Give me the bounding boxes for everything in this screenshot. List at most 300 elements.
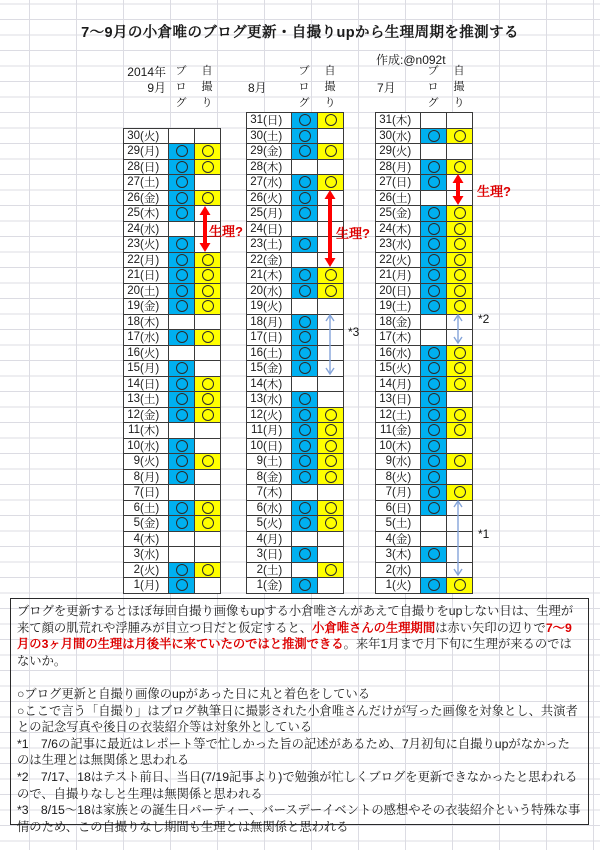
date-cell: 6 (日): [376, 501, 421, 517]
date-cell: 10 (水): [124, 439, 169, 455]
date-cell: 29 (金): [247, 144, 292, 160]
date-cell: 24 (水): [124, 222, 169, 238]
date-cell: 26 (金): [124, 191, 169, 207]
blog-cell: [421, 578, 447, 594]
blog-mark-icon: [176, 471, 188, 483]
selfie-mark-icon: [325, 114, 337, 126]
selfie-mark-icon: [202, 409, 214, 421]
day-row: [247, 191, 344, 207]
blog-mark-icon: [428, 269, 440, 281]
blog-mark-icon: [176, 409, 188, 421]
day-row: [124, 547, 221, 563]
blog-cell: [169, 485, 195, 501]
day-row: [376, 346, 473, 362]
footnote-ref-label: *2: [478, 312, 490, 326]
blog-mark-icon: [299, 440, 311, 452]
selfie-cell: [447, 284, 473, 300]
blog-cell: [421, 144, 447, 160]
blog-mark-icon: [428, 347, 440, 359]
day-row: [124, 129, 221, 145]
date-cell: 4 (月): [247, 532, 292, 548]
selfie-cell: [447, 315, 473, 331]
date-cell: 25 (木): [124, 206, 169, 222]
notes-box: [10, 598, 589, 834]
selfie-cell: [195, 361, 221, 377]
selfie-cell: [195, 175, 221, 191]
day-row: [376, 191, 473, 207]
selfie-mark-icon: [202, 300, 214, 312]
selfie-cell: [447, 330, 473, 346]
date-cell: 9 (土): [247, 454, 292, 470]
selfie-cell: [318, 439, 344, 455]
blog-cell: [421, 315, 447, 331]
day-row: [376, 268, 473, 284]
blog-mark-icon: [428, 424, 440, 436]
blog-cell: [169, 315, 195, 331]
day-row: [376, 144, 473, 160]
blog-cell: [421, 516, 447, 532]
blog-mark-icon: [176, 145, 188, 157]
selfie-cell: [447, 191, 473, 207]
selfie-cell: [447, 501, 473, 517]
date-cell: 14 (日): [124, 377, 169, 393]
selfie-cell: [447, 392, 473, 408]
date-cell: 12 (火): [247, 408, 292, 424]
selfie-mark-icon: [325, 409, 337, 421]
day-row: [376, 377, 473, 393]
blog-mark-icon: [299, 192, 311, 204]
blog-column-header: ブ ロ グ: [427, 65, 439, 109]
blog-cell: [292, 485, 318, 501]
date-cell: 24 (木): [376, 222, 421, 238]
blog-cell: [292, 454, 318, 470]
calendar-table: [375, 112, 473, 594]
blog-cell: [292, 346, 318, 362]
date-cell: 8 (月): [124, 470, 169, 486]
day-row: [124, 237, 221, 253]
selfie-cell: [318, 408, 344, 424]
selfie-cell: [318, 578, 344, 594]
date-cell: 17 (木): [376, 330, 421, 346]
date-cell: 28 (木): [247, 160, 292, 176]
selfie-cell: [447, 423, 473, 439]
blog-cell: [421, 253, 447, 269]
blog-cell: [421, 439, 447, 455]
blog-cell: [169, 501, 195, 517]
blog-cell: [421, 454, 447, 470]
day-row: [376, 392, 473, 408]
selfie-cell: [318, 253, 344, 269]
day-row: [247, 563, 344, 579]
day-row: [124, 392, 221, 408]
selfie-cell: [195, 315, 221, 331]
blog-cell: [421, 532, 447, 548]
date-cell: 19 (金): [124, 299, 169, 315]
blog-mark-icon: [428, 300, 440, 312]
date-cell: 23 (水): [376, 237, 421, 253]
day-row: [376, 175, 473, 191]
selfie-mark-icon: [454, 223, 466, 235]
day-row: [247, 113, 344, 129]
selfie-mark-icon: [202, 161, 214, 173]
date-cell: 27 (日): [376, 175, 421, 191]
date-cell: 9 (火): [124, 454, 169, 470]
day-row: [247, 408, 344, 424]
date-cell: 30 (土): [247, 129, 292, 145]
calendar-table: [123, 128, 221, 594]
blog-mark-icon: [428, 486, 440, 498]
selfie-cell: [318, 299, 344, 315]
day-row: [247, 485, 344, 501]
date-cell: 2 (火): [124, 563, 169, 579]
selfie-mark-icon: [325, 285, 337, 297]
blog-mark-icon: [176, 517, 188, 529]
blog-cell: [169, 299, 195, 315]
selfie-mark-icon: [454, 238, 466, 250]
selfie-cell: [447, 408, 473, 424]
selfie-cell: [447, 578, 473, 594]
blog-column-header: ブ ロ グ: [175, 65, 187, 109]
selfie-cell: [195, 253, 221, 269]
selfie-cell: [447, 470, 473, 486]
selfie-cell: [195, 392, 221, 408]
blog-cell: [169, 377, 195, 393]
day-row: [124, 160, 221, 176]
blog-cell: [169, 175, 195, 191]
date-cell: 3 (木): [376, 547, 421, 563]
day-row: [376, 501, 473, 517]
date-cell: 2 (水): [376, 563, 421, 579]
date-cell: 25 (金): [376, 206, 421, 222]
day-row: [124, 408, 221, 424]
blog-mark-icon: [299, 517, 311, 529]
page-title: 7～9月の小倉唯のブログ更新・自撮りupから生理周期を推測する: [81, 25, 519, 41]
day-row: [376, 439, 473, 455]
date-cell: 12 (土): [376, 408, 421, 424]
credit-text: 作成:@n092t: [376, 53, 446, 67]
date-cell: 21 (月): [376, 268, 421, 284]
blog-mark-icon: [428, 254, 440, 266]
selfie-mark-icon: [202, 269, 214, 281]
selfie-cell: [318, 113, 344, 129]
selfie-cell: [447, 222, 473, 238]
day-row: [376, 423, 473, 439]
blog-cell: [421, 485, 447, 501]
day-row: [376, 454, 473, 470]
blog-cell: [169, 516, 195, 532]
blog-mark-icon: [176, 192, 188, 204]
selfie-cell: [195, 532, 221, 548]
note-paragraph: [17, 669, 582, 686]
selfie-mark-icon: [202, 378, 214, 390]
selfie-mark-icon: [454, 285, 466, 297]
date-cell: 9 (水): [376, 454, 421, 470]
blog-cell: [421, 423, 447, 439]
blog-mark-icon: [176, 238, 188, 250]
day-row: [376, 547, 473, 563]
selfie-mark-icon: [202, 254, 214, 266]
day-row: [247, 144, 344, 160]
day-row: [124, 284, 221, 300]
selfie-cell: [318, 532, 344, 548]
selfie-cell: [318, 315, 344, 331]
blog-mark-icon: [428, 378, 440, 390]
selfie-mark-icon: [325, 424, 337, 436]
day-row: [247, 547, 344, 563]
selfie-mark-icon: [325, 455, 337, 467]
day-row: [247, 222, 344, 238]
note-paragraph: ブログを更新するとほぼ毎回自撮り画像もupする小倉唯さんがあえて自撮りをupしない日は、生理が来て顔の肌荒れや浮腫みが目立つ日だと仮定すると、小倉唯さんの生理期間は赤い矢印の辺りで7～9月の3ヶ月間の生理は月後半に来ていたのではと推測できる。来年1月まで月下旬に生理が来るのではないか。: [17, 604, 574, 668]
blog-cell: [169, 532, 195, 548]
day-row: [124, 532, 221, 548]
blog-cell: [169, 346, 195, 362]
blog-cell: [292, 408, 318, 424]
day-row: [376, 222, 473, 238]
blog-cell: [292, 191, 318, 207]
date-cell: 20 (土): [124, 284, 169, 300]
blog-mark-icon: [428, 285, 440, 297]
selfie-cell: [195, 206, 221, 222]
date-cell: 10 (日): [247, 439, 292, 455]
date-cell: 6 (土): [124, 501, 169, 517]
selfie-mark-icon: [325, 269, 337, 281]
blog-mark-icon: [299, 347, 311, 359]
blog-mark-icon: [299, 502, 311, 514]
day-row: [247, 175, 344, 191]
blog-cell: [169, 206, 195, 222]
blog-cell: [169, 253, 195, 269]
date-cell: 15 (月): [124, 361, 169, 377]
day-row: [376, 470, 473, 486]
note-paragraph: *3 8/15～18は家族との誕生日パーティー、バースデーイベントの感想やその衣装紹介という特殊な事情のため、この自撮りなし期間も生理とは無関係と思われる: [17, 803, 581, 834]
selfie-mark-icon: [454, 161, 466, 173]
selfie-mark-icon: [202, 564, 214, 576]
selfie-cell: [195, 439, 221, 455]
blog-cell: [292, 578, 318, 594]
day-row: [376, 253, 473, 269]
selfie-cell: [318, 454, 344, 470]
day-row: [124, 191, 221, 207]
selfie-mark-icon: [202, 192, 214, 204]
selfie-cell: [447, 361, 473, 377]
blog-mark-icon: [428, 161, 440, 173]
blog-cell: [292, 439, 318, 455]
selfie-mark-icon: [325, 176, 337, 188]
day-row: [124, 315, 221, 331]
day-row: [247, 454, 344, 470]
date-cell: 30 (火): [124, 129, 169, 145]
selfie-column-header: 自 撮 り: [201, 65, 213, 109]
selfie-cell: [195, 299, 221, 315]
day-row: [247, 315, 344, 331]
date-cell: 17 (日): [247, 330, 292, 346]
selfie-cell: [195, 547, 221, 563]
blog-cell: [421, 191, 447, 207]
date-cell: 13 (土): [124, 392, 169, 408]
blog-mark-icon: [176, 176, 188, 188]
selfie-cell: [447, 175, 473, 191]
selfie-cell: [318, 516, 344, 532]
day-row: [247, 206, 344, 222]
blog-cell: [169, 563, 195, 579]
date-cell: 2 (土): [247, 563, 292, 579]
date-cell: 19 (土): [376, 299, 421, 315]
selfie-cell: [195, 454, 221, 470]
seiri-label: 生理?: [336, 226, 370, 241]
blog-mark-icon: [176, 331, 188, 343]
date-cell: 20 (水): [247, 284, 292, 300]
selfie-cell: [195, 129, 221, 145]
date-cell: 18 (木): [124, 315, 169, 331]
blog-cell: [292, 299, 318, 315]
blog-cell: [169, 578, 195, 594]
day-row: [376, 408, 473, 424]
selfie-mark-icon: [325, 517, 337, 529]
date-cell: 29 (火): [376, 144, 421, 160]
date-cell: 18 (金): [376, 315, 421, 331]
date-cell: 4 (金): [376, 532, 421, 548]
blog-mark-icon: [299, 362, 311, 374]
blog-mark-icon: [299, 455, 311, 467]
blog-mark-icon: [176, 455, 188, 467]
day-row: [124, 485, 221, 501]
blog-mark-icon: [428, 579, 440, 591]
date-cell: 15 (金): [247, 361, 292, 377]
selfie-mark-icon: [202, 517, 214, 529]
date-cell: 16 (水): [376, 346, 421, 362]
seiri-label: 生理?: [209, 224, 243, 239]
blog-cell: [421, 299, 447, 315]
selfie-column-header: 自 撮 り: [324, 65, 336, 109]
date-cell: 26 (火): [247, 191, 292, 207]
blog-mark-icon: [176, 564, 188, 576]
date-cell: 3 (日): [247, 547, 292, 563]
date-cell: 28 (月): [376, 160, 421, 176]
footnote-ref-label: *1: [478, 527, 490, 541]
note-paragraph: ○ブログ更新と自撮り画像のupがあった日に丸と着色をしている: [17, 686, 370, 701]
selfie-mark-icon: [454, 254, 466, 266]
blog-cell: [292, 284, 318, 300]
day-row: [124, 253, 221, 269]
date-cell: 21 (木): [247, 268, 292, 284]
blog-mark-icon: [428, 207, 440, 219]
day-row: [124, 501, 221, 517]
day-row: [376, 284, 473, 300]
date-cell: 14 (月): [376, 377, 421, 393]
blog-cell: [421, 346, 447, 362]
date-cell: 24 (日): [247, 222, 292, 238]
blog-cell: [421, 361, 447, 377]
blog-cell: [169, 547, 195, 563]
selfie-mark-icon: [454, 362, 466, 374]
blog-cell: [421, 330, 447, 346]
day-row: [124, 222, 221, 238]
selfie-mark-icon: [454, 455, 466, 467]
day-row: [124, 299, 221, 315]
date-cell: 31 (日): [247, 113, 292, 129]
day-row: [376, 129, 473, 145]
selfie-column-header: 自 撮 り: [453, 65, 465, 109]
blog-cell: [292, 315, 318, 331]
date-cell: 7 (月): [376, 485, 421, 501]
date-cell: 1 (金): [247, 578, 292, 594]
selfie-cell: [318, 129, 344, 145]
blog-cell: [292, 516, 318, 532]
day-row: [376, 206, 473, 222]
date-cell: 23 (土): [247, 237, 292, 253]
blog-cell: [169, 144, 195, 160]
selfie-cell: [195, 160, 221, 176]
selfie-cell: [195, 470, 221, 486]
day-row: [124, 175, 221, 191]
blog-cell: [421, 284, 447, 300]
blog-cell: [169, 408, 195, 424]
blog-cell: [169, 284, 195, 300]
selfie-mark-icon: [454, 409, 466, 421]
date-cell: 11 (金): [376, 423, 421, 439]
month-label: 2014年 9月: [127, 65, 166, 95]
date-cell: 17 (水): [124, 330, 169, 346]
day-row: [124, 470, 221, 486]
selfie-cell: [447, 206, 473, 222]
day-row: [124, 330, 221, 346]
blog-mark-icon: [428, 548, 440, 560]
day-row: [376, 578, 473, 594]
date-cell: 4 (木): [124, 532, 169, 548]
blog-mark-icon: [299, 269, 311, 281]
day-row: [247, 160, 344, 176]
selfie-cell: [447, 377, 473, 393]
date-cell: 5 (土): [376, 516, 421, 532]
blog-cell: [169, 439, 195, 455]
blog-mark-icon: [176, 254, 188, 266]
blog-mark-icon: [428, 471, 440, 483]
selfie-cell: [447, 485, 473, 501]
selfie-mark-icon: [202, 145, 214, 157]
blog-cell: [421, 222, 447, 238]
blog-cell: [169, 191, 195, 207]
month-label: 8月: [248, 81, 267, 95]
selfie-cell: [447, 113, 473, 129]
selfie-cell: [195, 346, 221, 362]
date-cell: 15 (火): [376, 361, 421, 377]
selfie-mark-icon: [325, 564, 337, 576]
selfie-cell: [195, 144, 221, 160]
blog-cell: [169, 470, 195, 486]
selfie-cell: [447, 237, 473, 253]
blog-mark-icon: [299, 409, 311, 421]
blog-mark-icon: [299, 238, 311, 250]
day-row: [376, 563, 473, 579]
day-row: [247, 578, 344, 594]
blog-mark-icon: [428, 176, 440, 188]
blog-mark-icon: [428, 130, 440, 142]
date-cell: 6 (水): [247, 501, 292, 517]
day-row: [376, 160, 473, 176]
blog-mark-icon: [428, 440, 440, 452]
day-row: [124, 563, 221, 579]
blog-cell: [292, 129, 318, 145]
blog-cell: [421, 237, 447, 253]
selfie-cell: [195, 516, 221, 532]
blog-mark-icon: [176, 161, 188, 173]
blog-cell: [169, 392, 195, 408]
date-cell: 12 (金): [124, 408, 169, 424]
selfie-cell: [318, 206, 344, 222]
blog-cell: [169, 454, 195, 470]
date-cell: 28 (日): [124, 160, 169, 176]
blog-cell: [292, 113, 318, 129]
